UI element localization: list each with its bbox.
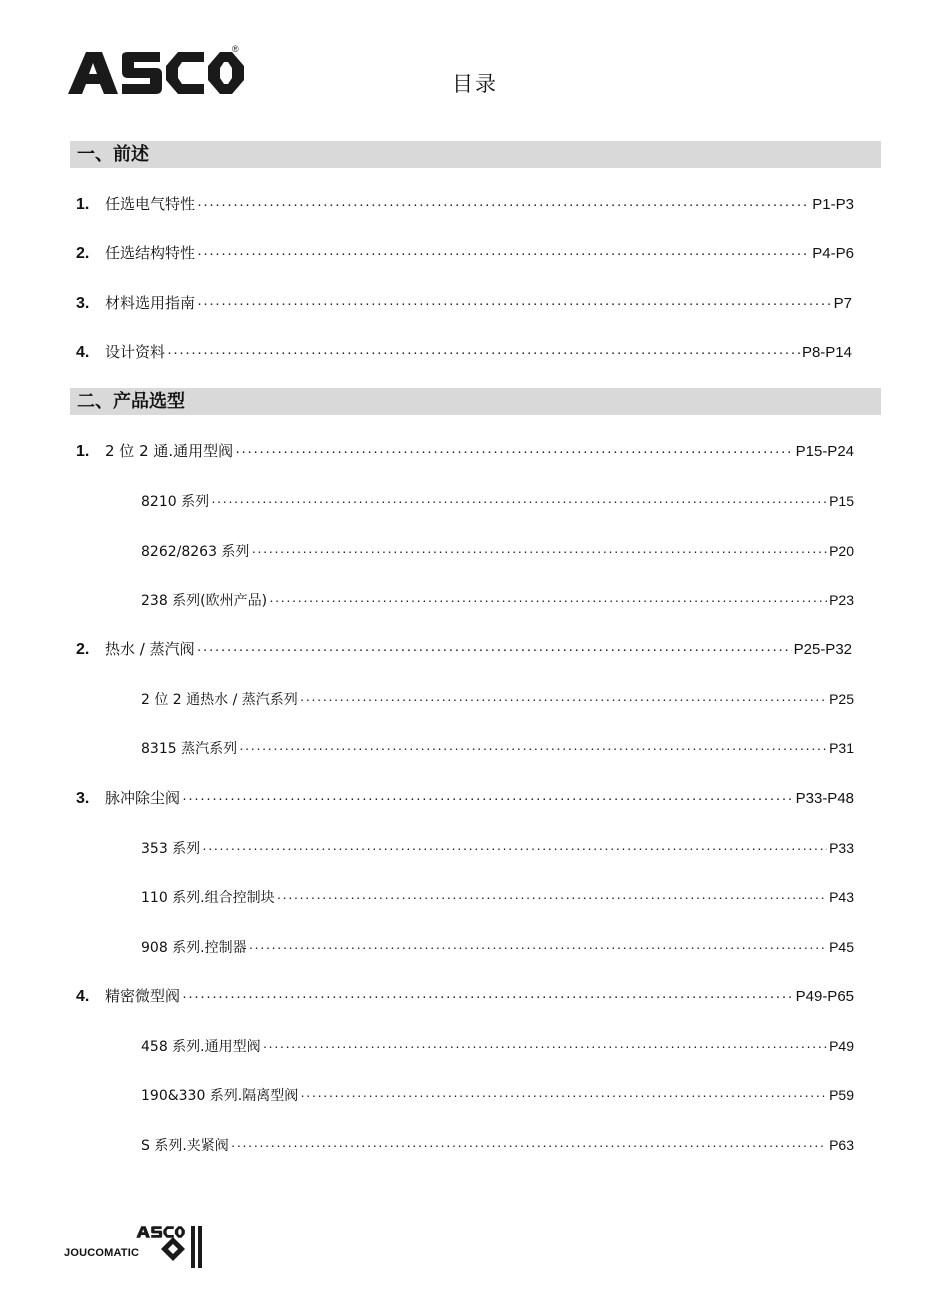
toc-subitem[interactable]: [141, 1035, 854, 1057]
toc-subitem[interactable]: [141, 688, 854, 710]
toc-item[interactable]: [76, 242, 854, 264]
page-ref: P15-P24: [795, 443, 854, 460]
page-ref: P45: [829, 939, 854, 955]
toc-subitem[interactable]: [141, 837, 854, 859]
toc-item[interactable]: [76, 292, 852, 314]
item-label: 材料选用指南: [105, 294, 196, 312]
page-ref: P1-P3: [812, 196, 854, 213]
item-number: 1.: [76, 196, 90, 213]
item-label: 脉冲除尘阀: [105, 789, 181, 807]
subitem-label: 238 系列(欧州产品): [141, 593, 268, 609]
diamond-icon: [160, 1236, 186, 1262]
toc-subitem[interactable]: [141, 1134, 854, 1156]
page-ref: P7: [833, 295, 852, 312]
dot-leader: [211, 490, 827, 512]
toc-subitem[interactable]: [141, 1084, 854, 1106]
page-title: 目录: [452, 72, 498, 96]
toc-subitem[interactable]: [141, 886, 854, 908]
item-number: 1.: [76, 443, 90, 460]
subitem-label: 458 系列.通用型阀: [141, 1039, 261, 1055]
toc-subitem[interactable]: [141, 540, 854, 562]
svg-text:®: ®: [232, 44, 239, 54]
page-ref: P25-P32: [793, 641, 852, 658]
section-title: 二、产品选型: [77, 391, 185, 412]
subitem-label: 353 系列: [141, 841, 201, 857]
page-ref: P49-P65: [795, 988, 854, 1005]
page-ref: P31: [829, 740, 854, 756]
dot-leader: [197, 293, 832, 315]
dot-leader: [182, 986, 794, 1008]
dot-leader: [251, 540, 827, 562]
dot-leader: [263, 1035, 827, 1057]
dot-leader: [269, 589, 827, 611]
section-title: 一、前述: [77, 144, 149, 165]
dot-leader: [300, 1084, 827, 1106]
subitem-label: 8315 蒸汽系列: [141, 741, 238, 757]
item-number: 3.: [76, 295, 90, 312]
page-ref: P23: [829, 592, 854, 608]
page-ref: P15: [829, 493, 854, 509]
page-ref: P8-P14: [801, 344, 852, 361]
page-ref: P20: [829, 543, 854, 559]
item-number: 2.: [76, 641, 90, 658]
item-label: 2 位 2 通.通用型阀: [105, 442, 234, 460]
item-number: 2.: [76, 245, 90, 262]
page-ref: P49: [829, 1038, 854, 1054]
dot-leader: [182, 788, 794, 810]
dot-leader: [197, 639, 792, 661]
item-number: 3.: [76, 790, 90, 807]
section-header-intro: [70, 141, 881, 168]
page-ref: P43: [829, 889, 854, 905]
dot-leader: [277, 886, 827, 908]
toc-item[interactable]: [76, 193, 854, 215]
dot-leader: [300, 688, 827, 710]
footer-logo: [64, 1224, 206, 1270]
subitem-label: 110 系列.组合控制块: [141, 890, 275, 906]
page-ref: P33: [829, 840, 854, 856]
page-ref: P63: [829, 1137, 854, 1153]
section-header-products: [70, 388, 881, 415]
subitem-label: 908 系列.控制器: [141, 940, 247, 956]
item-label: 精密微型阀: [105, 987, 181, 1005]
item-number: 4.: [76, 344, 90, 361]
dot-leader: [239, 737, 827, 759]
toc-subitem[interactable]: [141, 589, 854, 611]
subitem-label: S 系列.夹紧阀: [141, 1138, 229, 1154]
item-number: 4.: [76, 988, 90, 1005]
subitem-label: 2 位 2 通热水 / 蒸汽系列: [141, 692, 298, 708]
dot-leader: [202, 837, 827, 859]
toc-item[interactable]: [76, 440, 854, 462]
footer-brand: JOUCOMATIC: [64, 1247, 140, 1259]
item-label: 设计资料: [105, 343, 166, 361]
toc-subitem[interactable]: [141, 737, 854, 759]
subitem-label: 190&330 系列.隔离型阀: [141, 1088, 299, 1104]
dot-leader: [167, 342, 800, 364]
dot-leader: [197, 243, 810, 265]
toc-subitem[interactable]: [141, 936, 854, 958]
page-ref: P59: [829, 1087, 854, 1103]
dot-leader: [231, 1134, 827, 1156]
page-ref: P25: [829, 691, 854, 707]
dot-leader: [197, 194, 810, 216]
toc-item[interactable]: [76, 638, 852, 660]
dot-leader: [249, 936, 827, 958]
item-label: 任选电气特性: [105, 195, 196, 213]
toc-item[interactable]: [76, 985, 854, 1007]
subitem-label: 8262/8263 系列: [141, 544, 250, 560]
double-bar-icon: [190, 1226, 204, 1268]
page-ref: P33-P48: [795, 790, 854, 807]
item-label: 热水 / 蒸汽阀: [105, 640, 195, 658]
item-label: 任选结构特性: [105, 244, 196, 262]
dot-leader: [235, 441, 793, 463]
subitem-label: 8210 系列: [141, 494, 210, 510]
page-ref: P4-P6: [812, 245, 854, 262]
toc-item[interactable]: [76, 787, 854, 809]
toc-item[interactable]: [76, 341, 852, 363]
toc-subitem[interactable]: [141, 490, 854, 512]
